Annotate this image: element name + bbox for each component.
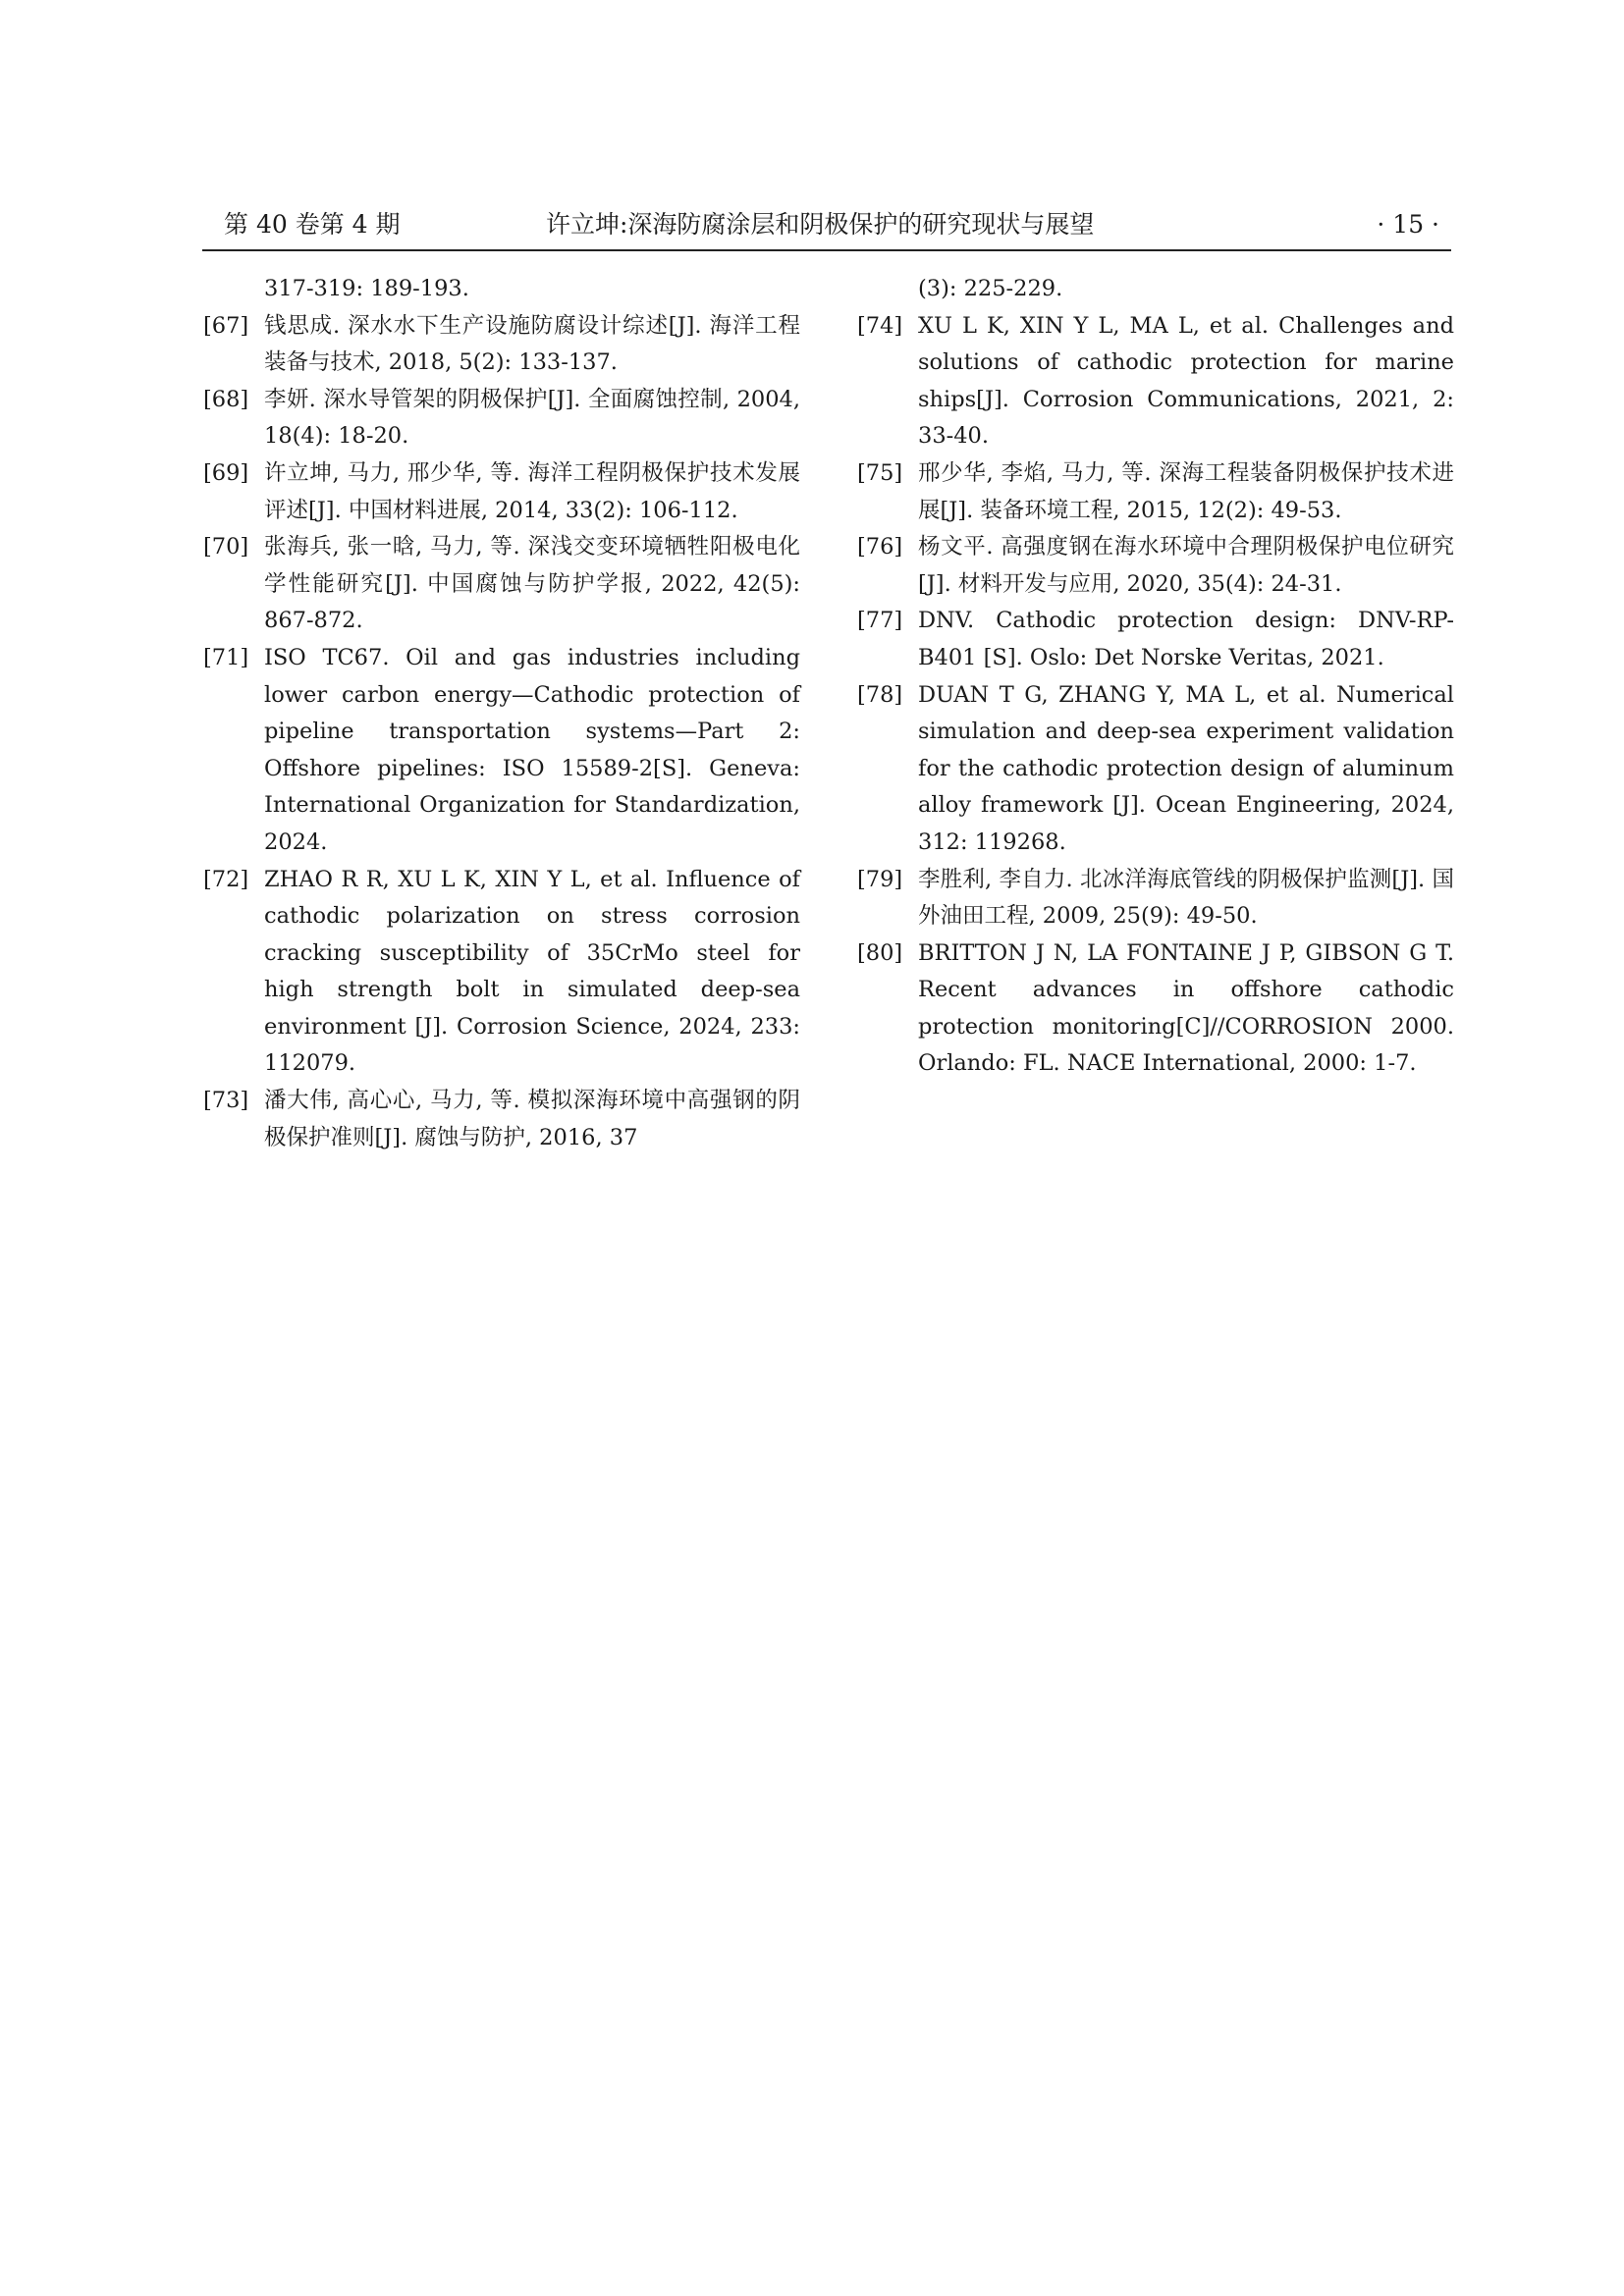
reference-item [857, 455, 1454, 529]
reference-text: 李胜利, 李自力. 北冰洋海底管线的阴极保护监测[J]. 国外油田工程, 2009, 25(9): 49-50. [918, 866, 1454, 930]
reference-text: 潘大伟, 高心心, 马力, 等. 模拟深海环境中高强钢的阴极保护准则[J]. 腐蚀与防护, 2016, 37 [264, 1088, 800, 1150]
reference-number: [73] [203, 1088, 249, 1114]
reference-number: [78] [857, 681, 903, 708]
reference-text: ZHAO R R, XU L K, XIN Y L, et al. Influence of cathodic polarization on stress corrosion cracking susceptibility of 35CrMo steel for high strength bolt in simulated deep-sea environment [J]. Corrosion Science, 2024, 233: 112079. [264, 866, 800, 1077]
reference-text: DNV. Cathodic protection design: DNV-RP-B401 [S]. Oslo: Det Norske Veritas, 2021. [918, 608, 1454, 670]
reference-item [857, 677, 1454, 862]
reference-text: XU L K, XIN Y L, MA L, et al. Challenges and solutions of cathodic protection for marine ships[J]. Corrosion Communications, 2021, 2: 33-40. [918, 312, 1454, 450]
reference-item [857, 603, 1454, 676]
reference-text: ISO TC67. Oil and gas industries including lower carbon energy—Cathodic protection of pipeline transportation systems—Part 2: Offshore pipelines: ISO 15589-2[S]. Geneva: International Organization for Standardization, 2024. [264, 644, 800, 855]
reference-number: [67] [203, 312, 249, 339]
reference-item [203, 1083, 800, 1156]
reference-number: [77] [857, 608, 903, 634]
reference-number: [79] [857, 866, 903, 892]
journal-volume-issue: 第 40 卷第 4 期 [224, 210, 401, 239]
reference-item [203, 529, 800, 640]
reference-text: 杨文平. 高强度钢在海水环境中合理阴极保护电位研究[J]. 材料开发与应用, 2020, 35(4): 24-31. [918, 534, 1454, 597]
reference-text: 张海兵, 张一晗, 马力, 等. 深浅交变环境牺牲阳极电化学性能研究[J]. 中国腐蚀与防护学报, 2022, 42(5): 867-872. [264, 534, 800, 634]
reference-column-right [857, 271, 1454, 1083]
reference-text: BRITTON J N, LA FONTAINE J P, GIBSON G T. Recent advances in offshore cathodic protection monitoring[C]//CORROSION 2000. Orlando: FL. NACE International, 2000: 1-7. [918, 939, 1454, 1077]
reference-number: [68] [203, 386, 249, 412]
reference-number: [70] [203, 534, 249, 561]
reference-item [857, 862, 1454, 935]
reference-number: [76] [857, 534, 903, 561]
reference-number: [69] [203, 459, 249, 486]
reference-item [203, 640, 800, 862]
reference-item [203, 862, 800, 1084]
reference-text: DUAN T G, ZHANG Y, MA L, et al. Numerical simulation and deep-sea experiment validation for the cathodic protection design of aluminum alloy framework [J]. Ocean Engineering, 2024, 312: 119268. [918, 681, 1454, 855]
running-title: 许立坤:深海防腐涂层和阴极保护的研究现状与展望 [546, 210, 1095, 239]
reference-number: [72] [203, 866, 249, 892]
reference-number: [71] [203, 644, 249, 670]
reference-item [203, 382, 800, 455]
reference-text: 李妍. 深水导管架的阴极保护[J]. 全面腐蚀控制, 2004, 18(4): 18-20. [264, 386, 800, 450]
reference-item [203, 308, 800, 382]
reference-text: 钱思成. 深水水下生产设施防腐设计综述[J]. 海洋工程装备与技术, 2018, 5(2): 133-137. [264, 312, 800, 376]
page-number: · 15 · [1377, 210, 1439, 239]
reference-number: [80] [857, 939, 903, 966]
reference-item [857, 308, 1454, 455]
reference-item [857, 529, 1454, 603]
reference-item [203, 455, 800, 529]
reference-continuation: 317-319: 189-193. [264, 276, 469, 301]
reference-number: [74] [857, 312, 903, 339]
reference-column-left [203, 271, 800, 1156]
reference-text: 邢少华, 李焰, 马力, 等. 深海工程装备阴极保护技术进展[J]. 装备环境工程, 2015, 12(2): 49-53. [918, 459, 1454, 523]
reference-item [857, 935, 1454, 1083]
reference-number: [75] [857, 459, 903, 486]
running-header [202, 204, 1451, 251]
reference-continuation: (3): 225-229. [918, 276, 1063, 301]
reference-text: 许立坤, 马力, 邢少华, 等. 海洋工程阴极保护技术发展评述[J]. 中国材料进展, 2014, 33(2): 106-112. [264, 459, 800, 523]
